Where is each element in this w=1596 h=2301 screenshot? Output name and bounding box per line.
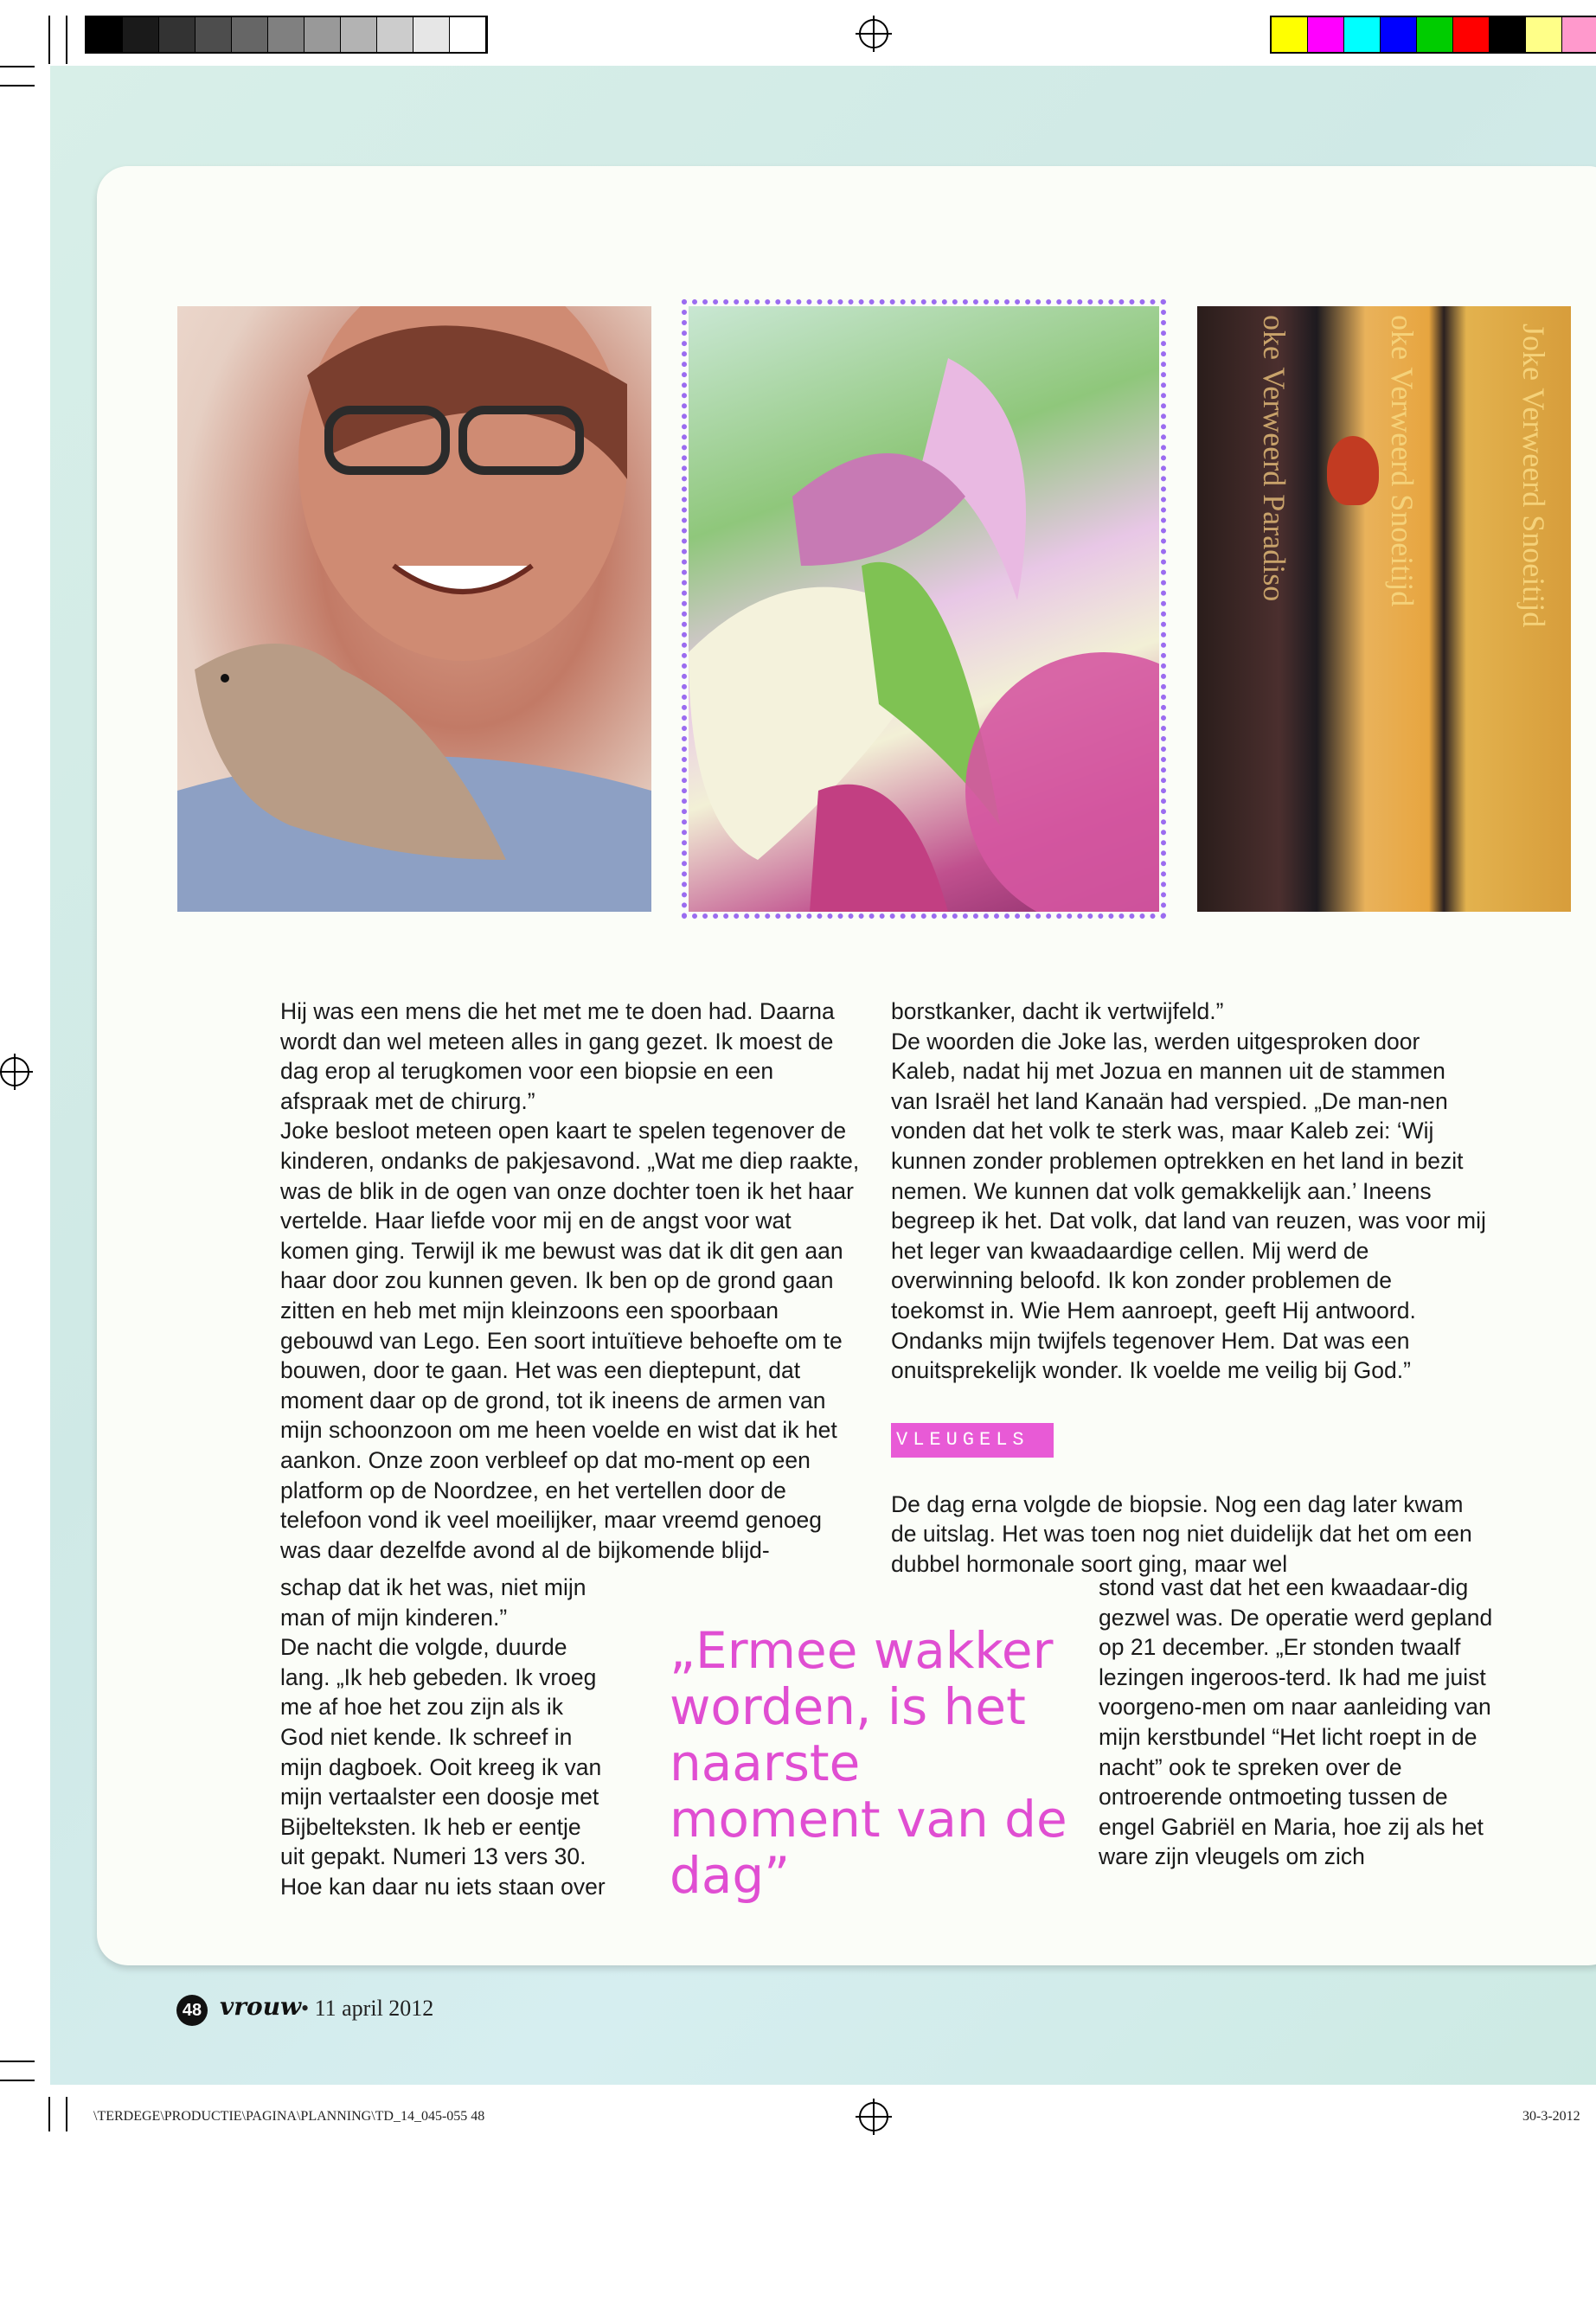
greyscale-swatch xyxy=(232,17,268,52)
push-pin-icon xyxy=(1327,436,1379,505)
crop-mark xyxy=(0,66,35,67)
stitched-frame xyxy=(682,299,1166,919)
print-marks-bar xyxy=(0,0,1596,66)
paragraph: De dag erna volgde de biopsie. Nog een dag later kwam de uitslag. Het was toen nog niet duidelijk dat het om een dubbel hormonale soort ging, maar wel xyxy=(891,1490,1472,1577)
book-spine-title: oke Verweerd Snoeitijd xyxy=(1385,315,1420,607)
color-swatch xyxy=(1308,17,1344,52)
color-swatch xyxy=(1490,17,1526,52)
registration-mark-icon xyxy=(859,2102,888,2131)
registration-mark-icon xyxy=(859,19,888,48)
article-column-2-continued xyxy=(1099,1573,1497,1872)
paragraph: stond vast dat het een kwaadaar-dig gezwel was. De operatie werd gepland op 21 december. „Er stonden twaalf lezingen ingeroos-terd. Ik had me juist voorgeno-men om naar aanleiding van mijn kerstbundel “Het licht roept in de nacht” ook te spreken over de ontroerende ontmoeting tussen de engel Gabriël en Maria, hoe zij als het ware zijn vleugels om zich xyxy=(1099,1574,1493,1870)
slug-date: 30-3-2012 xyxy=(1522,2109,1580,2124)
crop-mark xyxy=(48,16,50,64)
crop-mark xyxy=(0,2080,35,2081)
article-column-1-continued xyxy=(280,1573,609,1902)
greyscale-swatch xyxy=(195,17,232,52)
greyscale-swatch xyxy=(341,17,377,52)
color-swatch xyxy=(1344,17,1381,52)
section-heading: VLEUGELS xyxy=(891,1423,1054,1458)
photo-books xyxy=(1197,306,1571,912)
greyscale-swatch xyxy=(450,17,486,52)
issue-date xyxy=(301,1996,433,2022)
paragraph: De woorden die Joke las, werden uitgesproken door Kaleb, nadat hij met Jozua en mannen uit de stammen van Israël het land Kanaän had verspied. „De man-nen vonden dat het volk te sterk was, maar Kaleb zei: ‘Wij kunnen zonder problemen optrekken en het land in bezit nemen. We kunnen dat volk gemakkelijk aan.’ Ineens begreep ik het. Dat volk, dat land van reuzen, was voor mij het leger van kwaadaardige cellen. Mij werd de overwinning beloofd. Ik kon zonder problemen de toekomst in. Wie Hem aanroept, geeft Hij antwoord. Ondanks mijn twijfels tegenover Hem. Dat was een onuitsprekelijk wonder. Ik voelde me veilig bij God.” xyxy=(891,1028,1486,1384)
pull-quote: „Ermee wakker worden, is het naarste moment van de dag” xyxy=(670,1621,1067,1905)
paragraph: Hij was een mens die het met me te doen had. Daarna wordt dan wel meteen alles in gang gezet. Ik moest de dag erop al terugkomen voor een biopsie en een afspraak met de chirurg.” xyxy=(280,998,835,1114)
color-swatch xyxy=(1272,17,1308,52)
woman-dove-illustration xyxy=(177,306,651,912)
crop-mark xyxy=(0,85,35,87)
greyscale-swatch xyxy=(87,17,123,52)
paragraph: schap dat ik het was, niet mijn man of mijn kinderen.” xyxy=(280,1574,586,1631)
issue-date-text: 11 april 2012 xyxy=(314,1996,434,2021)
crop-mark xyxy=(66,16,67,64)
color-swatch xyxy=(1381,17,1417,52)
book-spine-title: Joke Verweerd Snoeitijd xyxy=(1516,324,1551,628)
greyscale-swatch xyxy=(123,17,159,52)
paragraph: De nacht die volgde, duurde lang. „Ik heb gebeden. Ik vroeg me af hoe het zou zijn als ik God niet kende. Ik schreef in mijn dagboek. Ooit kreeg ik van mijn vertaalster een doosje met Bijbelteksten. Ik heb er eentje uit gepakt. Numeri 13 vers 30. Hoe kan daar nu iets staan over xyxy=(280,1634,606,1900)
color-swatch xyxy=(1453,17,1490,52)
color-swatch xyxy=(1526,17,1562,52)
crop-mark xyxy=(48,2097,50,2131)
greyscale-calibration-strip xyxy=(85,16,488,54)
photo-woman-with-dove xyxy=(177,306,651,912)
registration-mark-icon xyxy=(0,1057,29,1086)
paragraph: borstkanker, dacht ik vertwijfeld.” xyxy=(891,998,1224,1024)
book-spine-title: oke Verweerd Paradiso xyxy=(1257,315,1292,602)
color-calibration-strip xyxy=(1270,16,1596,54)
greyscale-swatch xyxy=(377,17,413,52)
greyscale-swatch xyxy=(413,17,450,52)
color-swatch xyxy=(1417,17,1453,52)
page-number: 48 xyxy=(176,1995,208,2026)
color-swatch xyxy=(1562,17,1596,52)
crop-mark xyxy=(66,2097,67,2131)
greyscale-swatch xyxy=(159,17,195,52)
crop-mark xyxy=(0,2061,35,2062)
paragraph: Joke besloot meteen open kaart te spelen tegenover de kinderen, ondanks de pakjesavond. „Wat me diep raakte, was de blik in de ogen van onze dochter toen ik het haar vertelde. Haar liefde voor mij en de angst voor wat komen ging. Terwijl ik me bewust was dat ik dit gen aan haar door zou kunnen geven. Ik ben op de grond gaan zitten en heb met mijn kleinzoons een spoorbaan gebouwd van Lego. Een soort intuïtieve behoefte om te bouwen, door te gaan. Het was een dieptepunt, dat moment daar op de grond, tot ik ineens de armen van mijn schoonzoon om me heen voelde en wist dat ik het aankon. Onze zoon verbleef op dat mo-ment op een platform op de Noordzee, en het vertellen door de telefoon vond ik veel moeilijker, maar vreemd genoeg was daar dezelfde avond al de bijkomende blijd- xyxy=(280,1118,860,1563)
magazine-logo: vrouw xyxy=(220,1992,302,2021)
separator: • xyxy=(301,1996,310,2021)
article-column-2 xyxy=(891,997,1488,1580)
slug-path: \TERDEGE\PRODUCTIE\PAGINA\PLANNING\TD_14_045-055 48 xyxy=(93,2109,485,2124)
article-column-1 xyxy=(280,997,860,1565)
greyscale-swatch xyxy=(304,17,341,52)
greyscale-swatch xyxy=(268,17,304,52)
